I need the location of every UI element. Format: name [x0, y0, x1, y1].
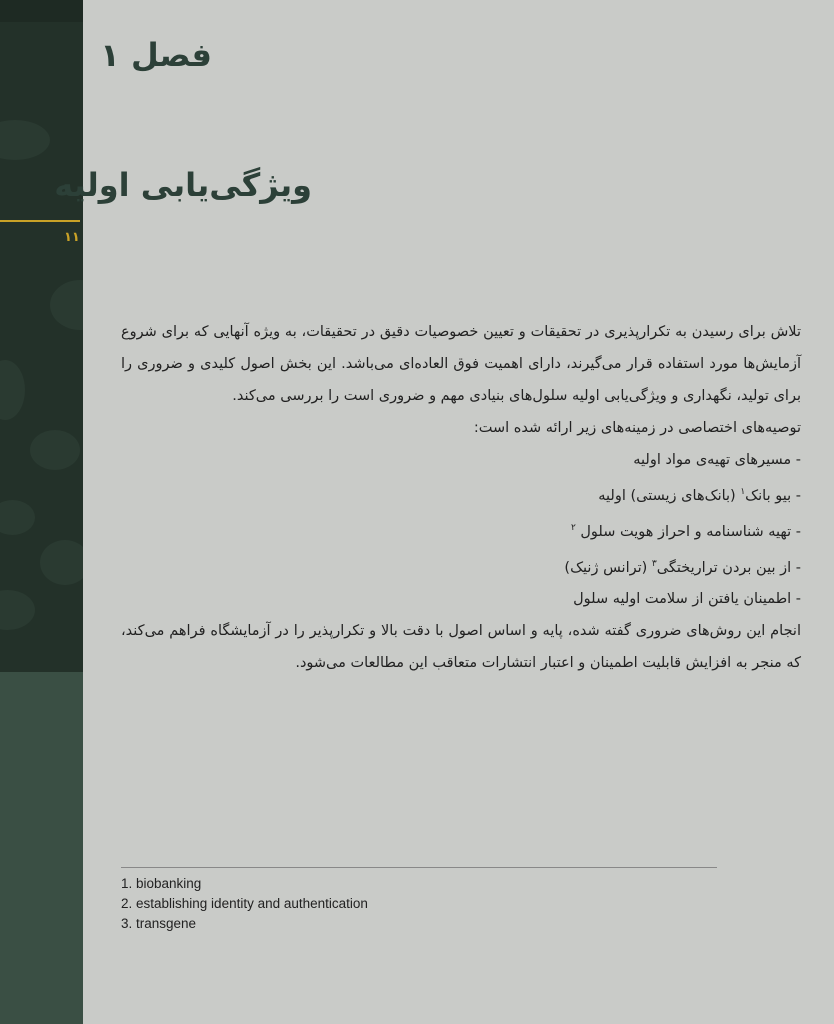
list-item: - تهیه شناسنامه و احراز هویت سلول $^۲$ — [570, 522, 801, 540]
chapter-title: ویژگی‌یابی اولیه — [54, 166, 312, 204]
page-number-rule — [0, 220, 80, 222]
chapter-label: فصل ۱ — [100, 36, 212, 74]
list-item: - بیو بانک$^۱$ (بانک‌های زیستی) اولیه — [598, 487, 801, 504]
footnote-ref: ۱ — [740, 487, 746, 497]
footnote-ref: ۳ — [651, 558, 657, 569]
footnote-ref: ۲ — [570, 522, 576, 533]
intro-paragraph: تلاش برای رسیدن به تکرارپذیری در تحقیقات و تعیین خصوصیات دقیق در تحقیقات، به ویژه آنهایی که برای شروع آزمایش‌ها مورد استفاده قرار می‌گیرند، دارای اهمیت فوق العاده‌ای می‌باشد. این بخش اصول کلیدی و ضروری را برای تولید، نگهداری و ویژگی‌یابی اولیه سلول‌های بنیادی مهم و ضروری است را بررسی می‌کند. — [121, 324, 801, 404]
sidebar — [0, 0, 83, 1024]
footnote-item: 3. transgene — [121, 916, 197, 931]
footnote-item: 1. biobanking — [121, 876, 202, 891]
footnote-divider — [121, 867, 717, 868]
body-text — [121, 316, 801, 679]
page-number: ۱۱ — [64, 230, 80, 245]
conclusion-paragraph: انجام این روش‌های ضروری گفته شده، پایه و اساس اصول با دقت بالا و تکرارپذیر را در آزمایشگاه فراهم می‌کند، که منجر به افزایش قابلیت اطمینان و اعتبار انتشارات متعاقب این مطالعات می‌شود. — [121, 623, 801, 672]
recommendation-list — [121, 444, 801, 615]
list-intro: توصیه‌های اختصاصی در زمینه‌های زیر ارائه شده است: — [473, 420, 801, 436]
footnotes — [121, 874, 717, 934]
list-item: - اطمینان یافتن از سلامت اولیه سلول — [573, 591, 801, 608]
footnote-item: 2. establishing identity and authentication — [121, 896, 368, 911]
sidebar-pattern — [0, 0, 83, 672]
list-item: - مسیرهای تهیه‌ی مواد اولیه — [633, 452, 801, 468]
list-item: - از بین بردن تراریختگی$^۳$ (ترانس ژنیک) — [564, 558, 801, 576]
